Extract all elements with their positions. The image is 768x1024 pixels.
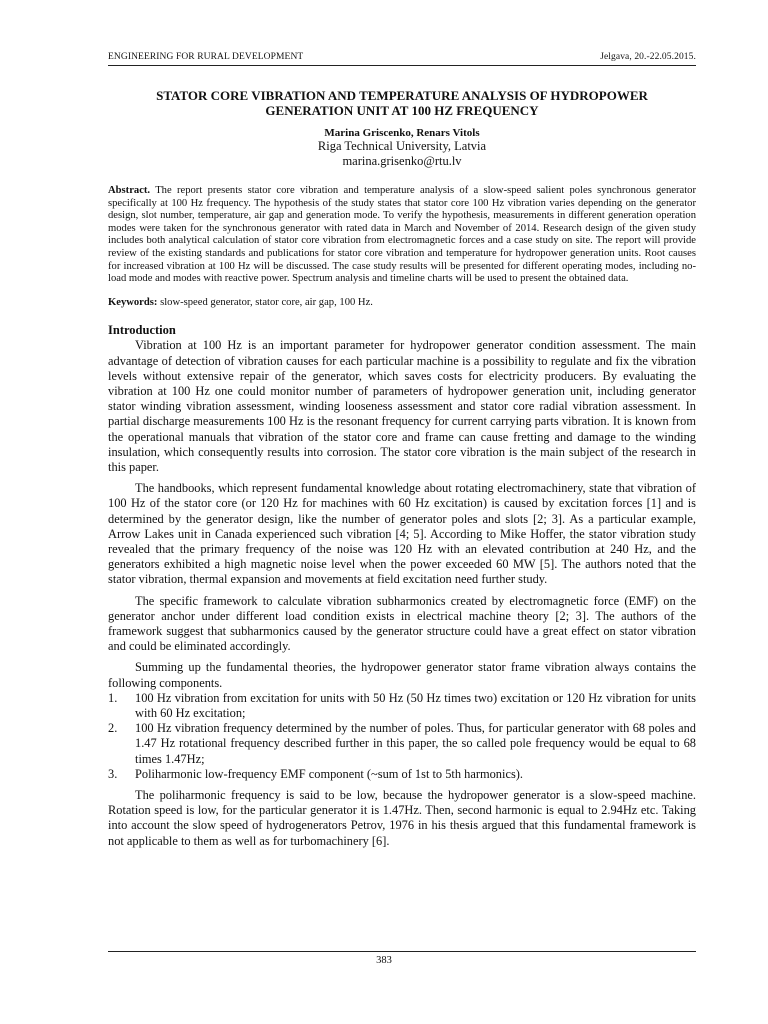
list-number: 2.	[108, 721, 118, 736]
list-text: 100 Hz vibration frequency determined by the number of poles. Thus, for particular generator with 68 poles and 1.47 Hz rotational frequency described further in this paper, the so called pole frequency would be equal to 68 times 1.47Hz;	[135, 721, 696, 766]
paragraph: Summing up the fundamental theories, the hydropower generator stator frame vibration always contains the following components.	[108, 660, 696, 690]
author-email[interactable]: marina.grisenko@rtu.lv	[342, 154, 462, 168]
list-text: 100 Hz vibration from excitation for units with 50 Hz (50 Hz times two) excitation or 120 Hz vibration for units with 60 Hz excitation;	[135, 690, 696, 721]
running-header	[108, 52, 696, 66]
component-list	[108, 691, 696, 782]
keywords	[108, 297, 696, 310]
keywords-text: slow-speed generator, stator core, air gap, 100 Hz.	[160, 296, 373, 308]
paragraph: The specific framework to calculate vibration subharmonics created by electromagnetic force (EMF) on the generator anchor under different load condition exists in electrical machine theory [2; 3]. The authors of the framework suggest that subharmonics caused by the generator structure could have a great effect on stator vibration and could be eliminated accordingly.	[108, 593, 696, 654]
abstract-text: The report presents stator core vibration and temperature analysis of a slow-speed salient poles synchronous generator specifically at 100 Hz frequency. The hypothesis of the study states that stator core 100 Hz vibration varies depending on the generator design, slot number, temperature, air gap and generation mode. To verify the hypothesis, measurements in different generation operation modes were taken for the synchronous generator with rated data in March and November of 2014. Research design of the given study includes both analytical calculation of stator core vibration from electromagnetic forces and a case study on site. The report will provide review of the existing standards and publications for stator core vibration and temperature for hydropower generation units. Root causes for increased vibration at 100 Hz will be discussed. The case study results will be presented for different operating modes, including no-load mode and modes with reactive power. Spectrum analysis and timeline charts will be used to present the obtained data.	[108, 185, 696, 285]
page-number: 383	[376, 955, 392, 966]
affiliation: Riga Technical University, Latvia	[317, 139, 487, 153]
paper-title: STATOR CORE VIBRATION AND TEMPERATURE ANALYSIS OF HYDROPOWER GENERATION UNIT AT 100 HZ FREQUENCY	[156, 88, 648, 118]
paragraph: The poliharmonic frequency is said to be low, because the hydropower generator is a slow-speed machine. Rotation speed is low, for the particular generator it is 1.47Hz. Then, second harmonic is equal to 2.94Hz etc. Taking into account the slow speed of hydrogenerators Petrov, 1976 in his thesis argued that this fundamental framework is not applicable to them as well as for turbomachinery [6].	[108, 788, 696, 848]
abstract-label: Abstract.	[108, 185, 151, 196]
list-item	[108, 721, 696, 767]
abstract	[108, 185, 696, 286]
list-item	[108, 691, 696, 721]
conference-name: ENGINEERING FOR RURAL DEVELOPMENT	[108, 52, 304, 62]
paragraph: The handbooks, which represent fundamental knowledge about rotating electromachinery, state that vibration of 100 Hz of the stator core (or 120 Hz for machines with 60 Hz excitation) is caused by excitation forces [1] and is determined by the generator design, like the number of generator poles and slots [2; 3]. As a particular example, Arrow Lakes unit in Canada experienced such vibration [4; 5]. According to Mike Hoffer, the stator vibration study revealed that the primary frequency of the noise was 120 Hz with an elevated contribution at 240 Hz, and the generators exhibited a high magnetic noise level when the power exceeded 60 MW [5]. The authors noted that the stator vibration, thermal expansion and movements at field excitation need further study.	[108, 481, 696, 587]
list-number: 1.	[108, 690, 118, 705]
conference-date: Jelgava, 20.-22.05.2015.	[600, 52, 696, 62]
paper-page	[108, 52, 696, 849]
list-number: 3.	[108, 766, 118, 781]
section-heading-introduction: Introduction	[108, 323, 176, 338]
authors: Marina Griscenko, Renars Vitols	[324, 127, 480, 139]
list-item	[108, 767, 696, 782]
footer-rule	[108, 951, 696, 952]
paragraph: Vibration at 100 Hz is an important parameter for hydropower generator condition assessment. The main advantage of detection of vibration causes for each particular machine is a possibility to regulate and fix the vibration levels without extensive repair of the generator, which saves costs for electricity producers. By evaluating the vibration at 100 Hz one could monitor number of parameters of hydropower generation unit, including generator stator winding vibration assessment, winding looseness assessment and stator core radial vibration assessment. In partial discharge measurements 100 Hz is the resonant frequency for current carrying parts vibration. It is known from the operational manuals that vibration of the stator core and frame can cause fretting and damage to the winding insulation, which consequently results into corrosion. The stator core vibration is the main subject of the research in this paper.	[108, 338, 696, 474]
keywords-label: Keywords:	[108, 296, 158, 308]
list-text: Poliharmonic low-frequency EMF component (~sum of 1st to 5th harmonics).	[135, 766, 523, 781]
